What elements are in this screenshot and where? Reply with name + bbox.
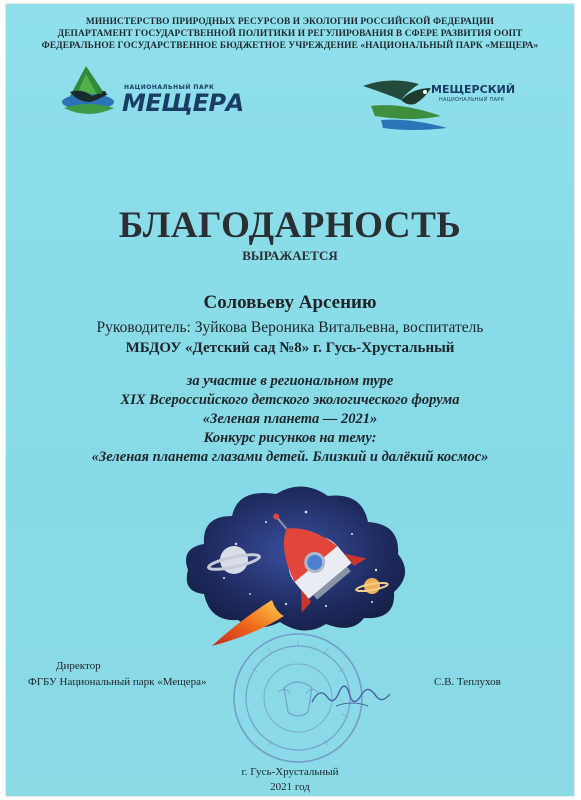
header-ministry: МИНИСТЕРСТВО ПРИРОДНЫХ РЕСУРСОВ И ЭКОЛОГИИ РОССИЙСКОЙ ФЕДЕРАЦИИ — [85, 17, 495, 27]
certificate-sheet — [6, 4, 574, 796]
rocket-illustration-icon — [176, 474, 416, 654]
right-logo-small-text: НАЦИОНАЛЬНЫЙ ПАРК — [439, 97, 505, 103]
right-logo-title: МЕЩЕРСКИЙ — [431, 83, 516, 96]
reason-line-2: XIX Всероссийского детского экологического форума — [120, 392, 460, 408]
reason-line-4: Конкурс рисунков на тему: — [203, 430, 377, 446]
recipient-name: Соловьеву Арсению — [203, 292, 377, 313]
left-logo-small-text: НАЦИОНАЛЬНЫЙ ПАРК — [124, 84, 215, 91]
footer-year: 2021 год — [270, 781, 310, 793]
meshchersky-logo — [361, 76, 516, 134]
reason-line-3: «Зеленая планета — 2021» — [202, 411, 378, 427]
supervisor-line: Руководитель: Зуйкова Вероника Витальевна, воспитатель — [96, 319, 484, 336]
park-meshchera-logo-icon — [56, 62, 120, 126]
left-logo-title: МЕЩЕРА — [122, 89, 244, 117]
park-meshchera-logo — [56, 62, 271, 126]
director-name: С.В. Теплухов — [434, 676, 501, 688]
director-position: Директор — [56, 660, 101, 672]
handwritten-signature-icon — [306, 676, 396, 716]
certificate-title: БЛАГОДАРНОСТЬ — [118, 205, 462, 246]
header-department: ДЕПАРТАМЕНТ ГОСУДАРСТВЕННОЙ ПОЛИТИКИ И РЕГУЛИРОВАНИЯ В СФЕРЕ РАЗВИТИЯ ООПТ — [57, 29, 523, 39]
reason-line-1: за участие в региональном туре — [186, 373, 394, 389]
reason-line-5: «Зеленая планета глазами детей. Близкий и далёкий космос» — [91, 449, 489, 465]
footer-city: г. Гусь-Хрустальный — [241, 766, 339, 778]
certificate-subtitle: ВЫРАЖАЕТСЯ — [242, 248, 338, 263]
header-institution: ФЕДЕРАЛЬНОЕ ГОСУДАРСТВЕННОЕ БЮДЖЕТНОЕ УЧРЕЖДЕНИЕ «НАЦИОНАЛЬНЫЙ ПАРК «МЕЩЕРА» — [41, 41, 539, 51]
director-institution: ФГБУ Национальный парк «Мещера» — [28, 676, 207, 688]
organization-line: МБДОУ «Детский сад №8» г. Гусь-Хрустальный — [125, 340, 455, 356]
